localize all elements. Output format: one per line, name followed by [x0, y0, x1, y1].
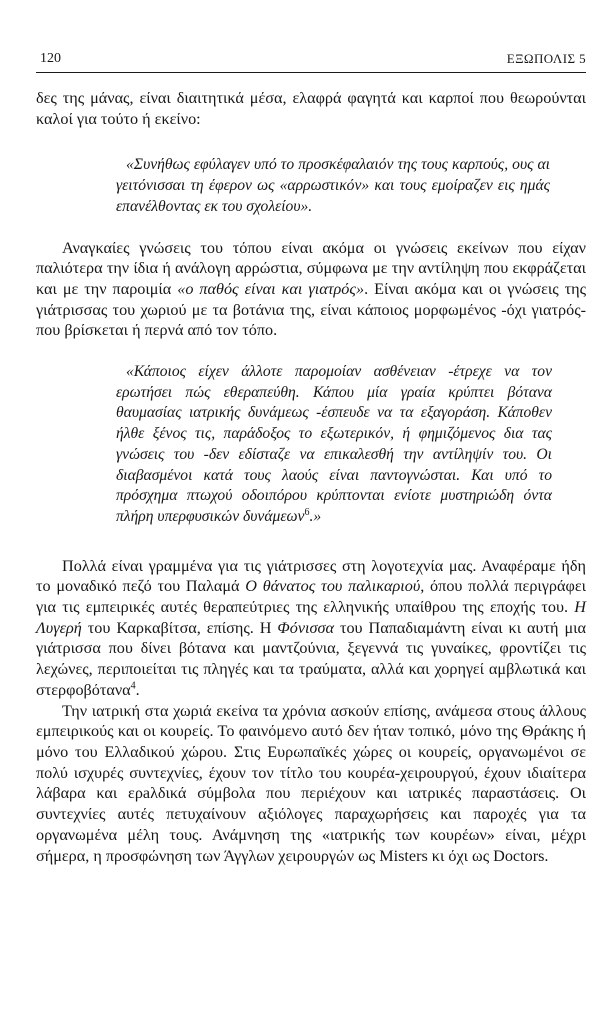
paragraph-knowledge-rest: . Είναι ακόμα και οι γνώσεις της γιάτρισσας του χωριού με τα βοτάνια της, είναι κάποιος μορφωμένος -όχι γιατρός- που βρίσκεται ή περνά από τον τόπο.	[36, 279, 587, 340]
footnote-ref-6: 6	[304, 506, 310, 518]
paragraph-literature-d: του Παπαδιαμάντη είναι κι αυτή μια γιάτρισσα που δίνει βότανα και μαντζούνια, ξεγεννά τις γυναίκες, φροντίζει τις λεχώνες, περιποιείται τις πληγές και τα τραύματα, αλλά και χορηγεί αμβλωτικά και στερφοβότανα	[36, 618, 586, 699]
paragraph-barbers: Την ιατρική στα χωριά εκείνα τα χρόνια ασκούν επίσης, ανάμεσα στους άλλους εμπειρικούς και οι κουρείς. Το φαινόμενο αυτό δεν ήταν τοπικό, μόνο της Θράκης ή μόνο του Ελλαδικού χώρου. Στις Ευρωπαϊκές χώρες οι κουρείς, οργανωμένοι σε πολύ ισχυρές συντεχνίες, έχουν τον τίτλο του κουρέα-χειρουργού, έχουν ιδιαίτερα λάβαρα και ερaλδικά σύμβολα που περιέχουν και ιατρικές παραστάσεις. Οι συντεχνίες αυτές πετυχαίνουν αξιόλογες παραχωρήσεις και παροχές για τα οργανωμένα μέλη τους. Ανάμνηση της «ιατρικής των κουρέων» είναι, μέχρι σήμερα, η προσφώνηση των Άγγλων χειρουργών ως Misters κι όχι ως Doctors.	[36, 701, 586, 865]
book-title-karkavitsas: Η Λυγερή	[36, 598, 586, 637]
proverb-quote: «ο παθός είναι και γιατρός»	[177, 279, 365, 298]
paragraph-literature-end: .	[135, 680, 140, 699]
paragraph-literature-a: Πολλά είναι γραμμένα για τις γιάτρισσες στη λογοτεχνία μας. Αναφέραμε ήδη το μοναδικό πεζό του Παλαμά	[36, 556, 586, 596]
paragraph-literature	[36, 556, 586, 701]
page-number: 120	[40, 51, 61, 66]
paragraph-literature-b: , όπου πολλά περιγράφει για τις εμπειρικές αυτές θεραπεύτριες της ελληνικής υπαίθρου της εποχής του.	[36, 577, 586, 617]
page-body	[36, 88, 586, 866]
block-quote-2-text: «Κάποιος είχεν άλλοτε παρομοίαν ασθένειαν -έτρεχε να τον ερωτήσει πώς εθεραπεύθη. Κάπου μία γραία κρύπτει βότανα θαυμασίας ιατρικής δυνάμεως -έσπευδε να τα εξαγοράση. Κάποθεν ήλθε ξένος τις, παράδοξος το εξωτερικόν, ή φημιζόμενος δια τας γνώσεις του -δεν εδίσταζε να επικαλεσθή την αντίληψίν του. Οι διαβασμένοι κατά τους λαούς είναι παντογνώσται. Και υπό το πρόσχημα πτωχού οδοιπόρου κρύπτονται ενίοτε μυστηριώδη όντα πλήρη υπερφυσικών δυνάμεων	[116, 363, 552, 525]
running-head: ΕΞΩΠΟΛΙΣ 5	[506, 51, 586, 66]
footnote-ref-4: 4	[130, 680, 136, 692]
paragraph-literature-c: του Καρκαβίτσα, επίσης. Η	[81, 618, 278, 637]
block-quote-1: «Συνήθως εφύλαγεν υπό το προσκέφαλαιόν της τους καρπούς, ους αι γειτόνισσαι τη έφερον ως «αρρωστικόν» και τους εμοίραζεν εις ημάς επανέλθοντας εκ του σχολείου».	[116, 156, 550, 215]
paragraph-knowledge	[36, 238, 586, 342]
block-quote-2-end: .»	[309, 507, 322, 525]
paragraph-continued: δες της μάνας, είναι διαιτητικά μέσα, ελαφρά φαγητά και καρποί που θεωρούνται καλοί για τούτο ή εκείνο:	[36, 89, 586, 128]
page-header	[36, 50, 586, 73]
book-title-papadiamantis: Φόνισσα	[277, 618, 334, 637]
block-quote-2	[116, 362, 552, 528]
paragraph-knowledge-text: Αναγκαίες γνώσεις του τόπου είναι ακόμα οι γνώσεις εκείνων που είχαν παλιότερα την ίδια ή ανάλογη αρρώστια, σύμφωνα με την αντίληψη που εκφράζεται και με την παροιμία	[36, 238, 586, 298]
book-title-palamas: Ο θάνατος του παλικαριού	[245, 577, 421, 596]
